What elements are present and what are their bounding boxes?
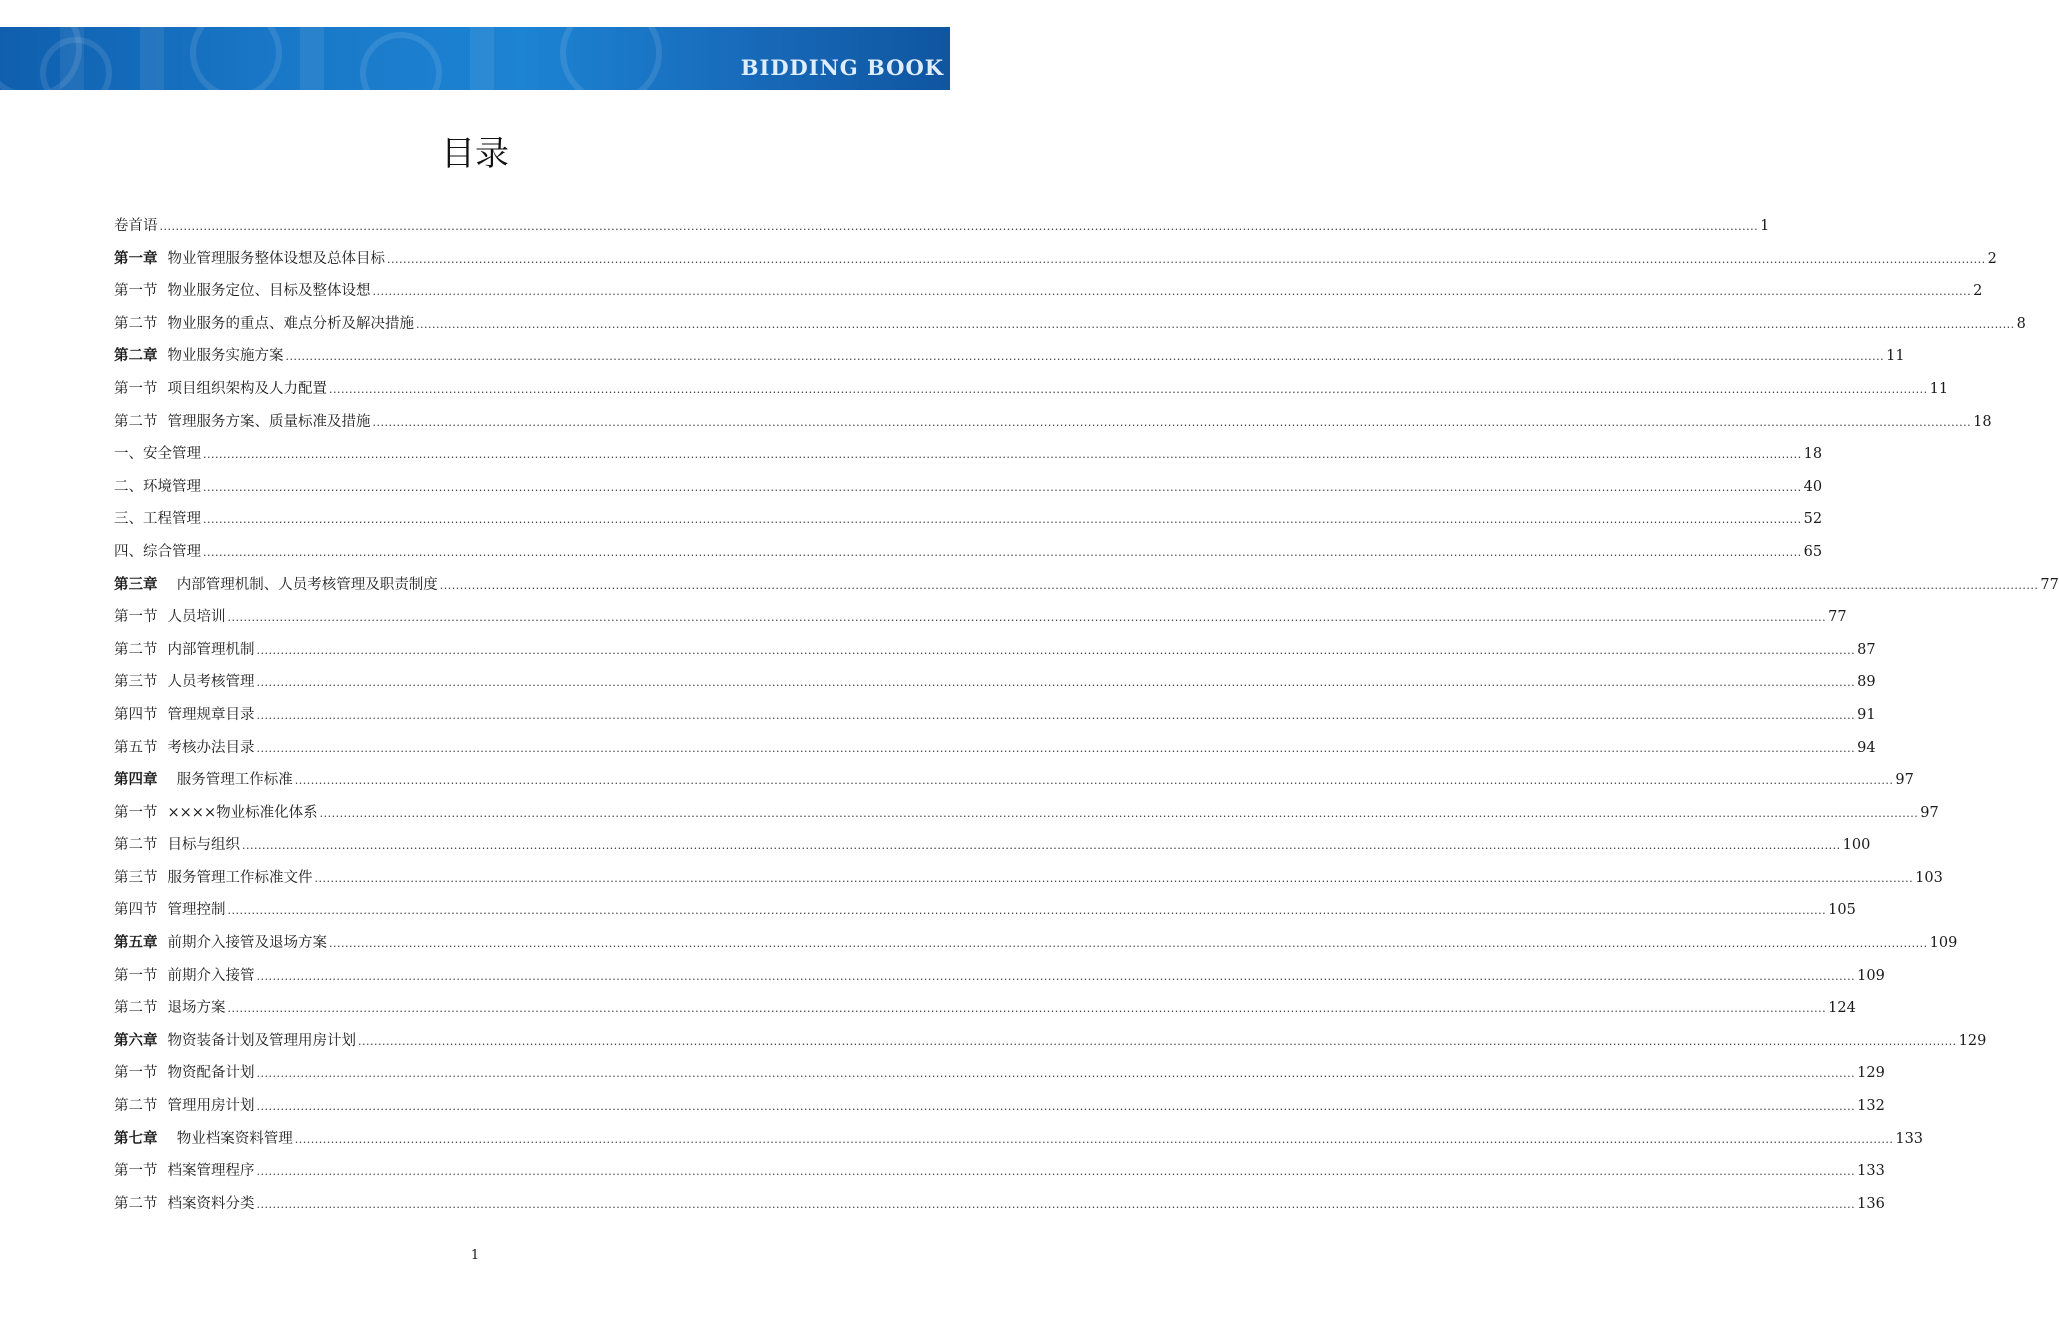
toc-entry-prefix: 第四节 <box>114 706 158 723</box>
toc-entry-label <box>114 894 226 927</box>
toc-entry-prefix: 第五章 <box>114 934 158 952</box>
toc-entry-page: 77 <box>1828 609 1847 626</box>
toc-entry-page: 105 <box>1828 902 1856 919</box>
toc-entry-text: 人员培训 <box>167 609 226 626</box>
dot-leader: ................................................................................................................................................................................................................................................................................................................................................................................................................ <box>203 480 1802 494</box>
toc-entry-prefix: 第一节 <box>114 1163 158 1180</box>
toc-entry-page: 11 <box>1886 348 1905 365</box>
dot-leader: ................................................................................................................................................................................................................................................................................................................................................................................................................ <box>439 578 2039 592</box>
toc-entry[interactable] <box>114 340 1905 373</box>
toc-entry[interactable] <box>114 699 1876 732</box>
toc-entry-page: 77 <box>2040 576 2059 593</box>
banner-stripe <box>300 27 324 90</box>
toc-entry-label <box>114 536 201 569</box>
toc-entry-page: 2 <box>1987 250 1997 267</box>
toc-entry-text: 前期介入接管 <box>167 967 255 984</box>
page-title: 目录 <box>441 134 509 174</box>
toc-entry[interactable] <box>114 601 1847 634</box>
dot-leader: ................................................................................................................................................................................................................................................................................................................................................................................................................ <box>372 285 1972 299</box>
dot-leader: ................................................................................................................................................................................................................................................................................................................................................................................................................ <box>227 904 1827 918</box>
toc-entry-label <box>114 243 385 276</box>
toc-entry[interactable] <box>114 243 1997 276</box>
toc-entry-prefix: 第四节 <box>114 902 158 919</box>
toc-entry[interactable] <box>114 927 1958 960</box>
toc-entry-label <box>114 634 255 667</box>
toc-entry-page: 103 <box>1915 869 1943 886</box>
toc-entry-prefix: 第五节 <box>114 739 158 756</box>
toc-entry-label <box>114 308 414 341</box>
toc-entry-page: 52 <box>1803 511 1823 528</box>
toc-entry-page: 132 <box>1857 1098 1885 1115</box>
toc-entry-label <box>114 1123 293 1156</box>
toc-entry-prefix: 第一节 <box>114 804 158 821</box>
banner-swirl <box>360 32 442 114</box>
dot-leader: ................................................................................................................................................................................................................................................................................................................................................................................................................ <box>227 611 1827 625</box>
toc-entry[interactable] <box>114 1123 1924 1156</box>
banner-stripe <box>140 27 164 90</box>
dot-leader: ................................................................................................................................................................................................................................................................................................................................................................................................................ <box>203 545 1802 559</box>
toc-entry[interactable] <box>114 503 1823 536</box>
toc-entry-text: 目标与组织 <box>167 837 240 854</box>
toc-entry[interactable] <box>114 1025 1987 1058</box>
toc-entry-page: 40 <box>1803 478 1823 495</box>
toc-entry-text: 物业服务定位、目标及整体设想 <box>167 283 371 300</box>
toc-entry[interactable] <box>114 764 1914 797</box>
toc-entry-label <box>114 340 284 373</box>
dot-leader: ................................................................................................................................................................................................................................................................................................................................................................................................................ <box>314 871 1914 885</box>
toc-entry-text: 四、综合管理 <box>114 543 201 560</box>
toc-entry[interactable] <box>114 634 1876 667</box>
dot-leader: ................................................................................................................................................................................................................................................................................................................................................................................................................ <box>294 774 1894 788</box>
toc-entry-label <box>114 666 255 699</box>
toc-entry-text: 人员考核管理 <box>167 674 255 691</box>
toc-entry-prefix: 第四章 <box>114 771 158 789</box>
toc-entry-prefix: 第一节 <box>114 283 158 300</box>
toc-entry[interactable] <box>114 797 1939 830</box>
toc-entry-prefix: 第二节 <box>114 413 158 430</box>
toc-entry[interactable] <box>114 666 1876 699</box>
toc-entry-text: 卷首语 <box>114 218 158 234</box>
toc-entry-prefix: 第六章 <box>114 1031 158 1049</box>
dot-leader: ................................................................................................................................................................................................................................................................................................................................................................................................................ <box>256 1165 1856 1179</box>
toc-entry[interactable] <box>114 894 1856 927</box>
dot-leader: ................................................................................................................................................................................................................................................................................................................................................................................................................ <box>358 1034 1957 1048</box>
toc-entry-text: 物业档案资料管理 <box>167 1130 293 1147</box>
dot-leader: ................................................................................................................................................................................................................................................................................................................................................................................................................ <box>319 806 1919 820</box>
toc-entry[interactable] <box>114 308 2026 341</box>
dot-leader: ................................................................................................................................................................................................................................................................................................................................................................................................................ <box>256 708 1856 722</box>
toc-entry-page: 109 <box>1857 967 1885 984</box>
toc-entry-label <box>114 699 255 732</box>
toc-entry-text: 内部管理机制 <box>167 641 255 658</box>
toc-entry-page: 18 <box>1973 413 1992 430</box>
page-number: 1 <box>470 1248 480 1263</box>
dot-leader: ................................................................................................................................................................................................................................................................................................................................................................................................................ <box>387 252 1986 266</box>
toc-entry[interactable] <box>114 438 1823 471</box>
toc-entry[interactable] <box>114 210 1770 243</box>
toc-entry-label <box>114 471 201 504</box>
dot-leader: ................................................................................................................................................................................................................................................................................................................................................................................................................ <box>256 969 1856 983</box>
toc-entry-text: 服务管理工作标准 <box>167 772 293 789</box>
dot-leader: ................................................................................................................................................................................................................................................................................................................................................................................................................ <box>203 448 1802 462</box>
toc-entry-prefix: 第二节 <box>114 641 158 658</box>
toc-entry[interactable] <box>114 536 1823 569</box>
toc-entry-prefix: 第一节 <box>114 380 158 397</box>
dot-leader: ................................................................................................................................................................................................................................................................................................................................................................................................................ <box>256 1197 1856 1211</box>
toc-entry-prefix: 第三节 <box>114 869 158 886</box>
toc-entry-text: 管理规章目录 <box>167 706 255 723</box>
toc-entry[interactable] <box>114 992 1856 1025</box>
toc-entry[interactable] <box>114 829 1871 862</box>
dot-leader: ................................................................................................................................................................................................................................................................................................................................................................................................................ <box>285 350 1885 364</box>
dot-leader: ................................................................................................................................................................................................................................................................................................................................................................................................................ <box>256 1067 1856 1081</box>
toc-entry[interactable] <box>114 1057 1885 1090</box>
toc-entry-prefix: 第二节 <box>114 1000 158 1017</box>
toc-entry-label <box>114 438 201 471</box>
dot-leader: ................................................................................................................................................................................................................................................................................................................................................................................................................ <box>416 317 2015 331</box>
toc-entry-text: 物资配备计划 <box>167 1065 255 1082</box>
toc-entry[interactable] <box>114 1155 1885 1188</box>
toc-entry-text: 前期介入接管及退场方案 <box>167 935 327 952</box>
toc-entry-prefix: 第二节 <box>114 315 158 332</box>
toc-entry[interactable] <box>114 1188 1885 1221</box>
toc-entry-page: 133 <box>1895 1130 1924 1147</box>
toc-entry-page: 11 <box>1929 380 1949 397</box>
toc-entry-text: 档案资料分类 <box>167 1195 255 1212</box>
toc-entry-label <box>114 1090 255 1123</box>
toc-entry-text: 档案管理程序 <box>167 1163 255 1180</box>
toc-entry-page: 94 <box>1857 739 1876 756</box>
toc-entry-prefix: 第二节 <box>114 1098 158 1115</box>
toc-entry-page: 133 <box>1857 1163 1885 1180</box>
banner-swirl <box>560 2 662 104</box>
toc-entry-label <box>114 406 371 439</box>
toc-entry-page: 129 <box>1958 1032 1987 1049</box>
toc-entry-text: 管理服务方案、质量标准及措施 <box>167 413 371 430</box>
dot-leader: ................................................................................................................................................................................................................................................................................................................................................................................................................ <box>227 1002 1827 1016</box>
toc-entry-label <box>114 569 438 602</box>
banner-stripe <box>470 27 494 90</box>
dot-leader: ................................................................................................................................................................................................................................................................................................................................................................................................................ <box>203 513 1802 527</box>
toc-entry-label <box>114 210 158 243</box>
toc-entry-label <box>114 601 226 634</box>
toc-entry-prefix: 第三章 <box>114 575 158 593</box>
dot-leader: ................................................................................................................................................................................................................................................................................................................................................................................................................ <box>256 676 1856 690</box>
toc-entry-prefix: 第二节 <box>114 1195 158 1212</box>
dot-leader: ................................................................................................................................................................................................................................................................................................................................................................................................................ <box>242 839 1841 853</box>
toc-entry-text: 项目组织架构及人力配置 <box>167 380 327 397</box>
toc-entry-label <box>114 732 255 765</box>
toc-entry-text: 管理控制 <box>167 902 226 919</box>
dot-leader: ................................................................................................................................................................................................................................................................................................................................................................................................................ <box>294 1132 1894 1146</box>
toc-entry-label <box>114 1057 255 1090</box>
toc-entry-label <box>114 275 371 308</box>
toc-entry-prefix: 第三节 <box>114 674 158 691</box>
toc-entry[interactable] <box>114 373 1949 406</box>
toc-entry-text: 物业服务实施方案 <box>167 348 284 365</box>
toc-entry-label <box>114 927 327 960</box>
banner-title: BIDDING BOOK <box>740 55 944 80</box>
toc-entry[interactable] <box>114 732 1876 765</box>
dot-leader: ................................................................................................................................................................................................................................................................................................................................................................................................................ <box>329 937 1928 951</box>
toc-entry-text: 内部管理机制、人员考核管理及职责制度 <box>167 576 438 593</box>
toc-entry-label <box>114 862 313 895</box>
toc-entry-label <box>114 829 240 862</box>
toc-entry-page: 91 <box>1857 706 1876 723</box>
toc-entry-text: 三、工程管理 <box>114 511 201 528</box>
toc-entry-label <box>114 992 226 1025</box>
toc-entry-text: 考核办法目录 <box>167 739 255 756</box>
toc-entry-prefix: 第一节 <box>114 609 158 626</box>
toc-entry[interactable] <box>114 406 1992 439</box>
toc-entry[interactable] <box>114 960 1885 993</box>
toc-entry-label <box>114 1155 255 1188</box>
toc-entry-text: 一、安全管理 <box>114 446 201 463</box>
toc-entry[interactable] <box>114 275 1983 308</box>
dot-leader: ................................................................................................................................................................................................................................................................................................................................................................................................................ <box>256 741 1856 755</box>
toc-entry-page: 89 <box>1857 674 1876 691</box>
dot-leader: ................................................................................................................................................................................................................................................................................................................................................................................................................ <box>159 220 1759 233</box>
toc-entry[interactable] <box>114 569 2059 602</box>
toc-entry-text: 二、环境管理 <box>114 478 201 495</box>
toc-entry-page: 124 <box>1828 1000 1856 1017</box>
toc-entry-page: 97 <box>1920 804 1939 821</box>
toc-entry-page: 18 <box>1803 446 1823 463</box>
toc-entry-text: 退场方案 <box>167 1000 226 1017</box>
toc-entry-page: 8 <box>2016 315 2026 332</box>
toc-entry-label <box>114 797 318 830</box>
toc-entry-page: 129 <box>1857 1065 1885 1082</box>
dot-leader: ................................................................................................................................................................................................................................................................................................................................................................................................................ <box>256 643 1856 657</box>
toc-entry-label <box>114 503 201 536</box>
dot-leader: ................................................................................................................................................................................................................................................................................................................................................................................................................ <box>256 1100 1856 1114</box>
toc-entry-page: 2 <box>1973 283 1983 300</box>
toc-entry[interactable] <box>114 471 1823 504</box>
toc-entry-page: 87 <box>1857 641 1876 658</box>
toc-entry-page: 136 <box>1857 1195 1885 1212</box>
banner-swirl <box>190 7 282 99</box>
table-of-contents <box>114 210 2059 1220</box>
toc-entry-label <box>114 764 293 797</box>
banner-swirl <box>40 37 112 109</box>
toc-entry-text: 物资装备计划及管理用房计划 <box>167 1032 356 1049</box>
toc-entry-label <box>114 960 255 993</box>
toc-entry-prefix: 第一节 <box>114 967 158 984</box>
toc-entry-text: 服务管理工作标准文件 <box>167 869 313 886</box>
toc-entry[interactable] <box>114 1090 1885 1123</box>
dot-leader: ................................................................................................................................................................................................................................................................................................................................................................................................................ <box>372 415 1972 429</box>
toc-entry-text: 物业管理服务整体设想及总体目标 <box>167 250 385 267</box>
toc-entry-page: 97 <box>1895 772 1914 789</box>
toc-entry-page: 100 <box>1842 837 1871 854</box>
header-banner <box>0 27 950 90</box>
toc-entry-page: 1 <box>1760 218 1770 234</box>
toc-entry-prefix: 第二章 <box>114 347 158 365</box>
toc-entry-label <box>114 1025 356 1058</box>
toc-entry-prefix: 第一节 <box>114 1065 158 1082</box>
toc-entry-prefix: 第二节 <box>114 837 158 854</box>
toc-entry-page: 65 <box>1803 543 1823 560</box>
toc-entry-text: 物业服务的重点、难点分析及解决措施 <box>167 315 414 332</box>
toc-entry-prefix: 第一章 <box>114 249 158 267</box>
dot-leader: ................................................................................................................................................................................................................................................................................................................................................................................................................ <box>329 382 1928 396</box>
toc-entry-page: 109 <box>1929 935 1958 952</box>
toc-entry-text: 管理用房计划 <box>167 1098 255 1115</box>
toc-entry-prefix: 第七章 <box>114 1129 158 1147</box>
toc-entry-text: ××××物业标准化体系 <box>167 804 318 821</box>
toc-entry-label <box>114 373 327 406</box>
toc-entry[interactable] <box>114 862 1943 895</box>
toc-entry-label <box>114 1188 255 1221</box>
